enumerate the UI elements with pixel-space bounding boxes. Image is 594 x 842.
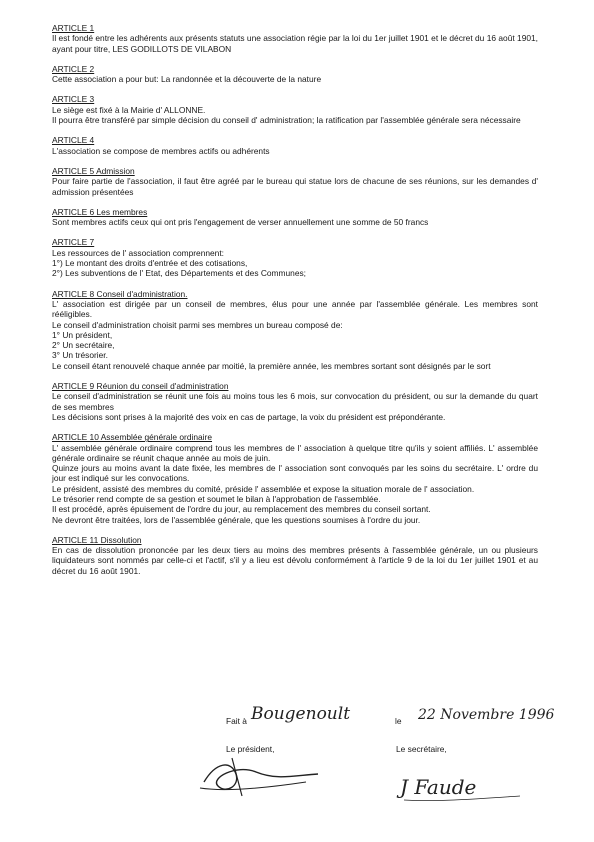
fait-label: Fait à bbox=[226, 716, 247, 726]
article-title: ARTICLE 3 bbox=[52, 94, 95, 105]
article-paragraph: 2° Un secrétaire, bbox=[52, 340, 115, 351]
article-paragraph: Le conseil d'administration choisit parmi ses membres un bureau composé de: bbox=[52, 319, 343, 330]
article-4 bbox=[52, 135, 538, 156]
article-paragraph: Sont membres actifs ceux qui ont pris l'engagement de verser annuellement une somme de 50 francs bbox=[52, 217, 429, 228]
article-paragraph: Quinze jours au moins avant la date fixée, les membres de l' association sont convoqués par les soins du secrétaire. L' ordre du jour est indiqué sur les convocations. bbox=[52, 463, 538, 484]
article-paragraph: Les décisions sont prises à la majorité des voix en cas de partage, la voix du président est prépondérante. bbox=[52, 411, 446, 422]
article-6 bbox=[52, 207, 538, 228]
article-paragraph: 1°) Le montant des droits d'entrée et des cotisations, bbox=[52, 258, 248, 269]
president-label: Le président, bbox=[226, 744, 275, 754]
article-paragraph: Le trésorier rend compte de sa gestion et soumet le bilan à l'approbation de l'assemblée. bbox=[52, 493, 381, 504]
article-9 bbox=[52, 381, 538, 422]
article-title: ARTICLE 6 Les membres bbox=[52, 206, 148, 217]
article-paragraph: Cette association a pour but: La randonnée et la découverte de la nature bbox=[52, 74, 322, 85]
article-title: ARTICLE 8 Conseil d'administration. bbox=[52, 288, 188, 299]
article-7 bbox=[52, 237, 538, 278]
date-handwritten: 22 Novembre 1996 bbox=[418, 707, 555, 723]
article-title: ARTICLE 7 bbox=[52, 237, 95, 248]
article-11 bbox=[52, 535, 538, 576]
article-paragraph: Ne devront être traitées, lors de l'assemblée générale, que les questions soumises à l'ordre du jour. bbox=[52, 514, 421, 525]
place-handwritten: Bougenoult bbox=[251, 704, 351, 724]
article-paragraph: Il est procédé, après épuisement de l'ordre du jour, au remplacement des membres du conseil sortant. bbox=[52, 504, 431, 515]
article-paragraph: 2°) Les subventions de l' Etat, des Départements et des Communes; bbox=[52, 268, 307, 279]
article-paragraph: Le siège est fixé à la Mairie d' ALLONNE. bbox=[52, 104, 206, 115]
statuts-body bbox=[52, 23, 538, 586]
article-paragraph: Le président, assisté des membres du comité, préside l' assemblée et expose la situation morale de l' association. bbox=[52, 483, 475, 494]
article-8 bbox=[52, 289, 538, 371]
article-paragraph: Le conseil étant renouvelé chaque année par moitié, la première année, les membres sortant sont désignés par le sort bbox=[52, 360, 491, 371]
article-paragraph: Pour faire partie de l'association, il faut être agréé par le bureau qui statue lors de chacune de ses réunions, sur les demandes d' admission présentées bbox=[52, 176, 538, 197]
article-1 bbox=[52, 23, 538, 54]
article-paragraph: Les ressources de l' association comprennent: bbox=[52, 247, 224, 258]
article-title: ARTICLE 11 Dissolution bbox=[52, 534, 142, 545]
article-title: ARTICLE 5 Admission bbox=[52, 165, 135, 176]
article-title: ARTICLE 4 bbox=[52, 135, 95, 146]
secretary-signature bbox=[396, 766, 526, 806]
article-10 bbox=[52, 432, 538, 525]
le-label: le bbox=[395, 716, 402, 726]
article-3 bbox=[52, 94, 538, 125]
article-paragraph: Le conseil d'administration se réunit une fois au moins tous les 6 mois, sur convocation du président, ou sur la demande du quart de ses membres bbox=[52, 391, 538, 412]
article-paragraph: Il pourra être transféré par simple décision du conseil d' administration; la ratification par l'assemblée générale sera nécessaire bbox=[52, 115, 521, 126]
article-title: ARTICLE 2 bbox=[52, 63, 95, 74]
article-paragraph: En cas de dissolution prononcée par les deux tiers au moins des membres présents à l'assemblée générale, un ou plusieurs liquidateurs sont nommés par celle-ci et l'actif, s'il y a lieu est dévolu conformément à l'article 9 de la loi du 1er juillet 1901 et au décret du 16 août 1901. bbox=[52, 545, 538, 576]
president-signature bbox=[196, 752, 326, 802]
article-paragraph: 3° Un trésorier. bbox=[52, 350, 108, 361]
article-title: ARTICLE 10 Assemblée générale ordinaire bbox=[52, 432, 212, 443]
article-paragraph: Il est fondé entre les adhérents aux présents statuts une association régie par la loi du 1er juillet 1901 et le décret du 16 août 1901, ayant pour titre, LES GODILLOTS DE VILABON bbox=[52, 33, 538, 54]
article-2 bbox=[52, 64, 538, 85]
article-paragraph: L' association est dirigée par un conseil de membres, élus pour une année par l'assemblée générale. Les membres sont rééligibles. bbox=[52, 298, 538, 320]
article-title: ARTICLE 1 bbox=[52, 23, 95, 33]
article-paragraph: 1° Un président, bbox=[52, 329, 113, 340]
secretary-label: Le secrétaire, bbox=[396, 744, 447, 754]
article-paragraph: L' assemblée générale ordinaire comprend tous les membres de l' association à quelque titre qu'ils y soient affiliés. L' assemblée générale ordinaire se réunit chaque année au mois de juin. bbox=[52, 442, 538, 463]
secretary-signature-text: J Faude bbox=[400, 775, 477, 799]
article-paragraph: L'association se compose de membres actifs ou adhérents bbox=[52, 145, 270, 156]
article-5 bbox=[52, 166, 538, 197]
article-title: ARTICLE 9 Réunion du conseil d'administration bbox=[52, 381, 229, 392]
